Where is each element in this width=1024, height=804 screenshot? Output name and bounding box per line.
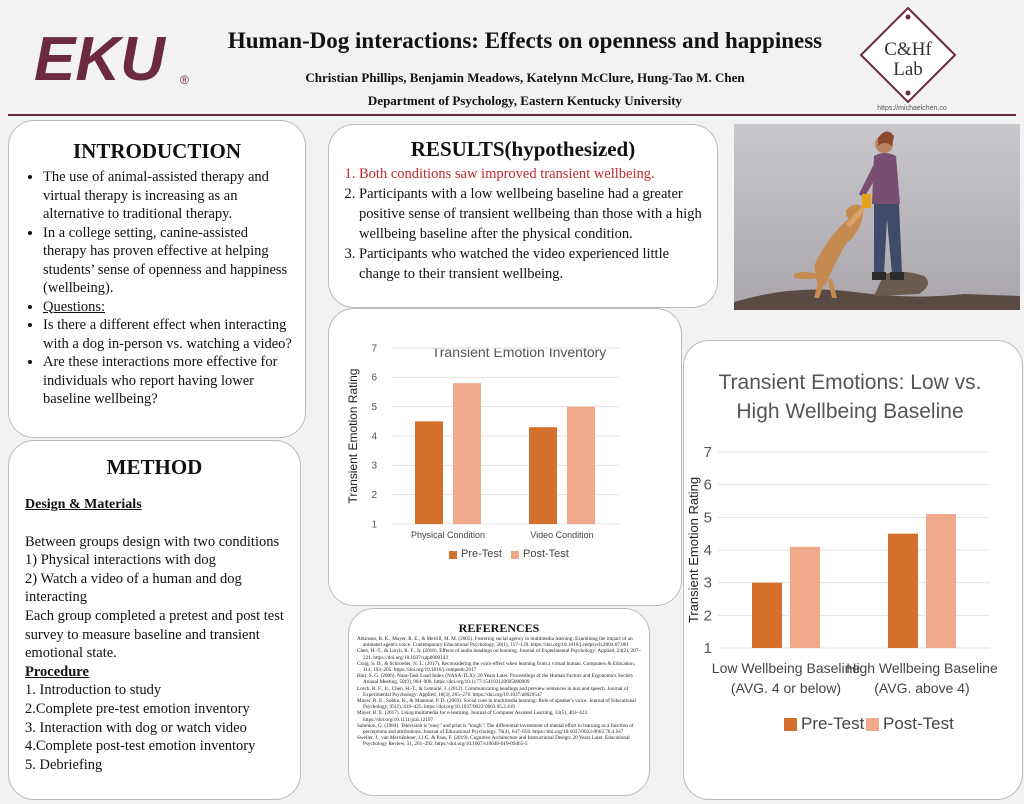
y-axis-label: Transient Emotion Rating [686,476,701,624]
eku-logo-text: EKU [34,25,165,92]
legend-swatch-post-test [866,718,879,731]
procedure-step: 3. Interaction with dog or watch video [25,719,247,736]
design-heading: Design & Materials [25,497,142,512]
result-item: 1. Both conditions saw improved transient wellbeing. [359,164,703,184]
lab-logo-line2: Lab [893,59,923,80]
y-tick-label: 6 [703,476,712,494]
references-panel [348,608,650,796]
lab-logo [858,5,958,105]
bar-post-test [453,383,481,524]
chart-title: Transient Emotion Inventory [431,344,607,360]
transient-emotion-inventory-chart [329,309,681,605]
procedure-step: 2.Complete pre-test emotion inventory [25,700,250,717]
chart1-panel [328,308,682,606]
reference-item: Atkinson, R. K., Mayer, R. E., & Merrill, M. M. (2005). Fostering social agency in multimedia learning: Examining the impact of an animated agent's voice. Contemporary Educational Psychology, 30(1), 117–139. https://doi.org/10.1016/j.cedpsych.2004.07.001 [357,636,633,649]
y-tick-label: 4 [703,542,712,559]
header-divider [8,114,1016,116]
legend-swatch-pre-test [449,551,457,559]
x-category-label: Low Wellbeing Baseline [711,660,861,676]
procedure-heading: Procedure [25,663,89,680]
legend-swatch-post-test [511,551,519,559]
procedure-step: 1. Introduction to study [25,682,162,699]
y-tick-label: 5 [703,509,712,527]
eku-logo [30,22,200,92]
survey-text: Each group completed a pretest and post test survey to measure baseline and transient emotional state. [25,607,284,662]
y-tick-label: 4 [371,431,377,443]
department: Department of Psychology, Eastern Kentucky University [367,93,683,108]
introduction-title: INTRODUCTION [72,139,242,163]
reference-item: Salomon, G. (1984). Television is "easy" and print is "tough": The differential investment of mental effort in learning as a function of perceptions and attributions. Journal of Educational Psychology, 76(4), 647–658. https://doi.org/10.1037/0022-0663.76.4.647 [357,722,634,736]
chart2-panel [683,340,1023,800]
low-vs-high-wellbeing-chart [684,341,1022,799]
introduction-panel [8,120,306,438]
legend-label: Post-Test [523,548,569,560]
dog-photo [734,124,1020,310]
design-text: Between groups design with two conditions [25,533,280,550]
y-axis-label: Transient Emotion Rating [346,368,360,504]
y-tick-label: 2 [703,607,712,625]
y-tick-label: 1 [703,640,712,657]
y-tick-label: 2 [371,490,377,501]
bar-pre-test [752,583,782,648]
references-title: REFERENCES [458,621,540,635]
procedure-step: 4.Complete post-test emotion inventory [25,738,256,755]
reference-item: Hart, S. G. (2006). Nasa-Task Load Index (NASA-TLX); 20 Years Later. Proceedings of the Human Factors and Ergonomics Society Annual Meeting, 50(9), 904–908. https://doi.org/10.1177/154193120605000909 [357,673,634,686]
legend-label: Pre-Test [801,714,865,733]
y-tick-label: 3 [371,460,377,472]
reference-item: Sweller, J., van Merriënboer, J.J.G. & Paas, F. (2019). Cognitive Architecture and Instructional Design: 20 Years Later. Educational Psychology Review, 31, 261–292. https://doi.org/10.1007/s10648-019-09465-5 [357,735,630,748]
x-category-sublabel: (AVG. above 4) [874,680,970,696]
y-tick-label: 7 [371,343,377,355]
x-category-label: High Wellbeing Baseline [846,660,998,676]
reference-item: Lorch, R. F., Jr., Chen, H.-T., & Lemarié, J. (2012). Communicating headings and preview sentences in text and speech. Journal of Experimental Psychology: Applied, 18(3), 265–276. https://doi.org/10.1037/a0029547 [357,685,629,698]
condition-item: 2) Watch a video of a human and dog interacting [25,570,242,606]
reference-item: Craig, S. D., & Schroeder, N. L. (2017). Reconsidering the voice effect when learning from a virtual human. Computers & Education, 114, 193–205. https://doi.org/10.1016/j.compedu.2017 [357,660,636,674]
y-tick-label: 1 [371,519,377,531]
authors: Christian Phillips, Benjamin Meadows, Katelynn McClure, Hung-Tao M. Chen [305,70,745,85]
bar-post-test [790,547,820,648]
reference-item: Chen, H.-T., & Lorch, R. F., Jr. (2018). Effects of audio headings on learning. Journal of Experimental Psychology: Applied, 24(2), 207–221. https://doi.org/10.1037/xap0000143 [357,648,641,661]
reference-item: Mayer, R. E. (2017). Using multimedia for e-learning. Journal of Computer Assisted Learning, 33(5), 403–423. https://doi.org/10.1111/jcal.12197 [357,710,589,723]
intro-bullet: • In a college setting, canine-assisted therapy has proven effective at helping students’ sense of openness and happiness (wellbeing). [43,224,295,298]
intro-bullet: • The use of animal-assisted therapy and virtual therapy is increasing as an alternative to traditional therapy. [43,168,295,224]
result-item: 2. Participants with a low wellbeing baseline had a greater positive sense of transient wellbeing than those with a high wellbeing baseline after the physical condition. [359,184,703,244]
results-panel [328,124,718,308]
intro-bullet: • Questions: [43,298,295,317]
bar-post-test [926,514,956,648]
method-panel [8,440,301,800]
legend-label: Pre-Test [461,548,502,560]
intro-bullet: • Is there a different effect when interacting with a dog in-person vs. watching a video? [43,316,295,353]
lab-logo-line1: C&Hf [884,39,932,60]
y-tick-label: 3 [703,574,712,592]
result-item: 3. Participants who watched the video experienced little change to their transient wellbeing. [359,244,703,284]
method-title: METHOD [106,455,203,479]
x-category-label: Physical Condition [410,530,486,540]
method-body [9,496,300,774]
references-list [349,636,649,748]
x-category-label: Video Condition [530,530,594,540]
intro-bullet: • Are these interactions more effective for individuals who report having lower baseline wellbeing? [43,353,295,409]
y-tick-label: 6 [371,372,377,384]
chart-title-line1: Transient Emotions: Low vs. [718,371,982,394]
y-tick-label: 7 [703,444,712,461]
results-title: RESULTS(hypothesized) [410,137,636,161]
procedure-step: 5. Debriefing [25,756,103,773]
x-category-sublabel: (AVG. 4 or below) [730,680,842,696]
lab-url[interactable]: https://michaelchen.co [877,105,947,112]
bar-post-test [567,407,595,524]
chart-title-line2: High Wellbeing Baseline [736,400,964,423]
bar-pre-test [888,534,918,648]
legend-label: Post-Test [883,714,954,733]
registered-mark: ® [180,73,189,87]
bar-pre-test [529,427,557,524]
poster-title: Human-Dog interactions: Effects on openness and happiness [227,28,823,53]
bar-pre-test [415,421,443,524]
results-list [329,164,717,284]
reference-item: Mayer, R. E., Sobko, K., & Mautone, P. D. (2003). Social cues in multimedia learning: Role of speaker's voice. Journal of Educational Psychology, 95(2), 419–425. https://doi.org/10.1037/0022-0663.95.2.419 [357,698,636,711]
condition-item: 1) Physical interactions with dog [25,552,216,569]
legend-swatch-pre-test [784,718,797,731]
introduction-list [9,168,305,409]
y-tick-label: 5 [371,402,377,413]
